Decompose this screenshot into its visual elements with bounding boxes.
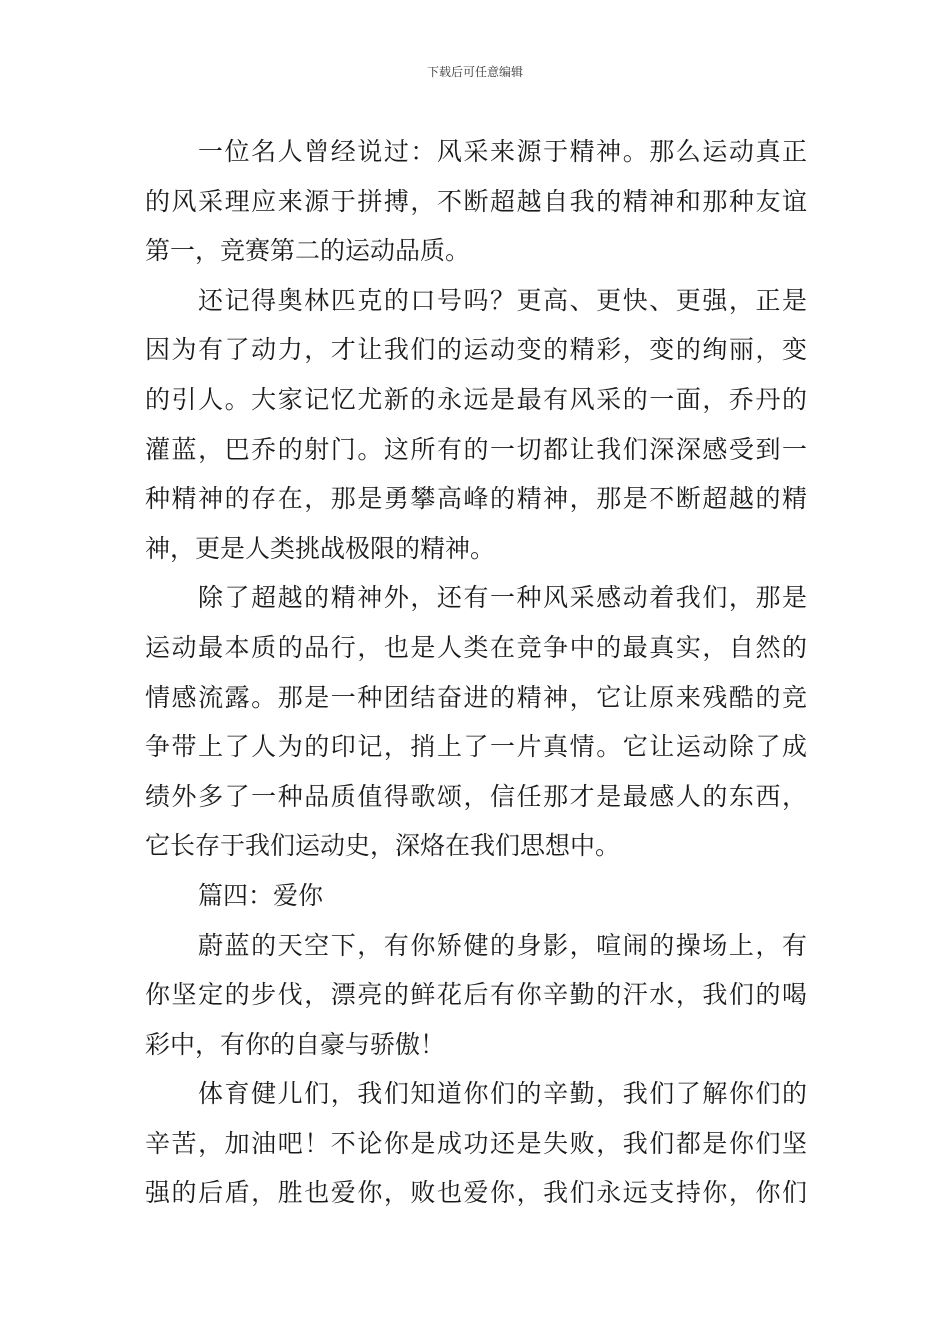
paragraph-first-line: 体育健儿们，我们知道你们的辛勤，我们了解你们的 xyxy=(198,1079,807,1109)
text-line: 神，更是人类挑战极限的精神。 xyxy=(145,533,496,563)
text-line: 它长存于我们运动史，深烙在我们思想中。 xyxy=(145,831,621,861)
paragraph-first-line: 一位名人曾经说过：风采来源于精神。那么运动真正 xyxy=(198,137,807,166)
paragraph-first-line: 篇四：爱你 xyxy=(198,880,324,910)
paragraph-first-line: 还记得奥林匹克的口号吗？更高、更快、更强，正是 xyxy=(198,285,807,315)
paragraph-first-line: 除了超越的精神外，还有一种风采感动着我们，那是 xyxy=(198,583,807,613)
text-line: 你坚定的步伐，漂亮的鲜花后有你辛勤的汗水，我们的喝 xyxy=(145,980,807,1010)
text-line: 因为有了动力，才让我们的运动变的精彩，变的绚丽，变 xyxy=(145,335,807,365)
text-line: 辛苦，加油吧！不论你是成功还是失败，我们都是你们坚 xyxy=(145,1128,807,1158)
document-body xyxy=(145,127,807,1218)
paragraph-first-line: 蔚蓝的天空下，有你矫健的身影，喧闹的操场上，有 xyxy=(198,930,807,960)
text-line: 情感流露。那是一种团结奋进的精神，它让原来残酷的竞 xyxy=(145,682,807,712)
text-line: 的引人。大家记忆尤新的永远是最有风采的一面，乔丹的 xyxy=(145,384,807,414)
text-line: 种精神的存在，那是勇攀高峰的精神，那是不断超越的精 xyxy=(145,484,807,514)
text-line: 灌蓝，巴乔的射门。这所有的一切都让我们深深感受到一 xyxy=(145,434,807,464)
text-line: 强的后盾，胜也爱你，败也爱你，我们永远支持你，你们 xyxy=(145,1178,807,1208)
text-line: 第一，竞赛第二的运动品质。 xyxy=(145,236,471,266)
text-line: 绩外多了一种品质值得歌颂，信任那才是最感人的东西， xyxy=(145,781,807,811)
text-line: 彩中，有你的自豪与骄傲！ xyxy=(145,1029,446,1059)
page-header: 下载后可任意编辑 xyxy=(426,65,523,79)
text-line: 的风采理应来源于拼搏，不断超越自我的精神和那种友谊 xyxy=(145,186,807,216)
text-line: 运动最本质的品行，也是人类在竞争中的最真实，自然的 xyxy=(145,632,807,662)
text-line: 争带上了人为的印记，捎上了一片真情。它让运动除了成 xyxy=(145,732,807,762)
